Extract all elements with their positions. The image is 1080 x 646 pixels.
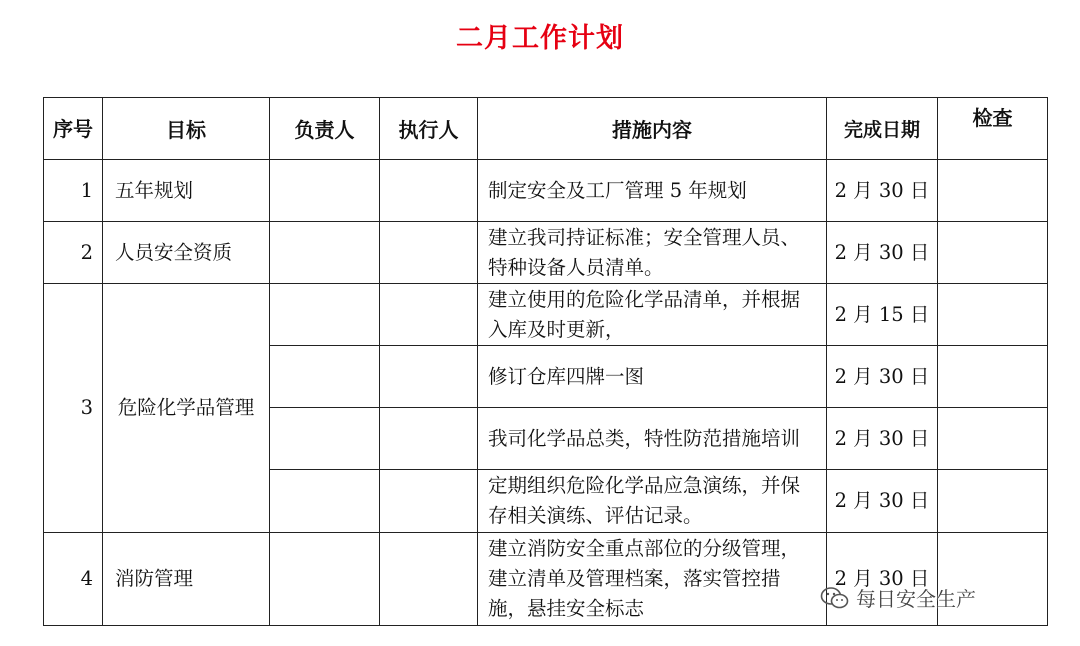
- header-goal: 目标: [103, 98, 270, 160]
- table-row: [44, 222, 1048, 284]
- row-number: 4: [44, 533, 103, 626]
- header-date: 完成日期: [827, 98, 938, 160]
- row-number: 2: [44, 222, 103, 284]
- row-date: 2 月 30 日: [827, 346, 938, 408]
- row-number: 1: [44, 160, 103, 222]
- row-goal: 危险化学品管理: [103, 284, 270, 533]
- row-number: 3: [44, 284, 103, 533]
- check-cell: [938, 470, 1048, 533]
- executor-cell: [380, 408, 478, 470]
- owner-cell: [270, 408, 380, 470]
- check-cell: [938, 284, 1048, 346]
- row-goal: 五年规划: [103, 160, 270, 222]
- owner-cell: [270, 346, 380, 408]
- check-cell: [938, 222, 1048, 284]
- executor-cell: [380, 470, 478, 533]
- owner-cell: [270, 533, 380, 626]
- table-row: [44, 160, 1048, 222]
- row-goal: 人员安全资质: [103, 222, 270, 284]
- owner-cell: [270, 470, 380, 533]
- row-measure: 我司化学品总类，特性防范措施培训: [478, 408, 827, 470]
- check-cell: [938, 160, 1048, 222]
- row-date: 2 月 30 日: [827, 533, 938, 626]
- row-goal: 消防管理: [103, 533, 270, 626]
- row-measure: 修订仓库四牌一图: [478, 346, 827, 408]
- header-check: 检查: [938, 98, 1048, 160]
- work-plan-table: [43, 97, 1048, 626]
- row-date: 2 月 15 日: [827, 284, 938, 346]
- row-measure: 建立消防安全重点部位的分级管理，建立清单及管理档案，落实管控措施，悬挂安全标志: [478, 533, 827, 626]
- wechat-icon: [820, 586, 850, 610]
- row-measure: 建立使用的危险化学品清单，并根据入库及时更新，: [478, 284, 827, 346]
- row-measure: 建立我司持证标准；安全管理人员、特种设备人员清单。: [478, 222, 827, 284]
- owner-cell: [270, 284, 380, 346]
- check-cell: [938, 408, 1048, 470]
- page-title: 二月工作计划: [456, 23, 624, 54]
- table-row: [44, 284, 1048, 346]
- owner-cell: [270, 160, 380, 222]
- row-date: 2 月 30 日: [827, 222, 938, 284]
- row-date: 2 月 30 日: [827, 160, 938, 222]
- check-cell: [938, 346, 1048, 408]
- watermark: [820, 583, 976, 612]
- header-row: [44, 98, 1048, 160]
- row-measure: 制定安全及工厂管理 5 年规划: [478, 160, 827, 222]
- header-seq: 序号: [44, 98, 103, 160]
- row-measure: 定期组织危险化学品应急演练，并保存相关演练、评估记录。: [478, 470, 827, 533]
- executor-cell: [380, 160, 478, 222]
- executor-cell: [380, 284, 478, 346]
- header-owner: 负责人: [270, 98, 380, 160]
- executor-cell: [380, 222, 478, 284]
- watermark-text: 每日安全生产: [856, 587, 976, 611]
- executor-cell: [380, 346, 478, 408]
- header-measure: 措施内容: [478, 98, 827, 160]
- owner-cell: [270, 222, 380, 284]
- header-executor: 执行人: [380, 98, 478, 160]
- row-date: 2 月 30 日: [827, 470, 938, 533]
- executor-cell: [380, 533, 478, 626]
- row-date: 2 月 30 日: [827, 408, 938, 470]
